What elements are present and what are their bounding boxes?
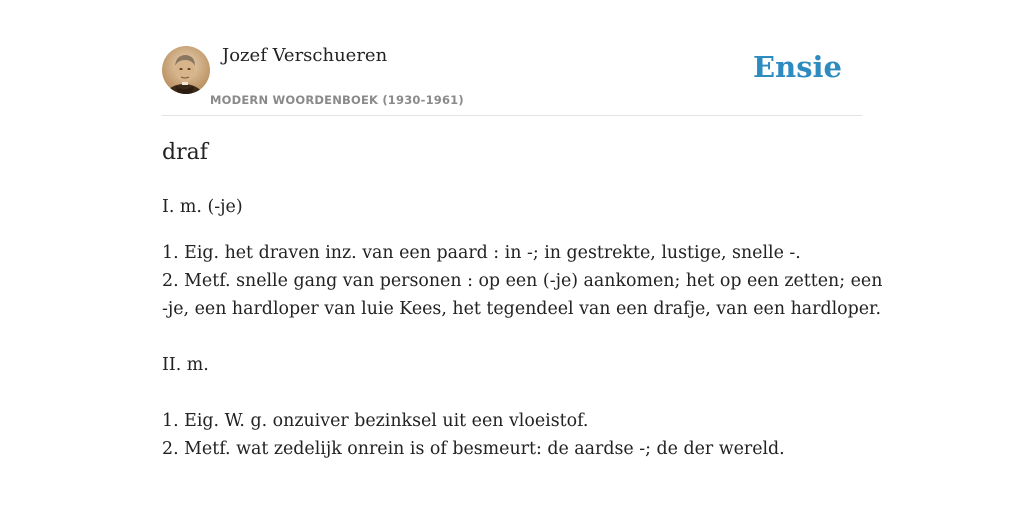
brand-logo[interactable]: Ensie [753, 50, 842, 84]
section-heading-text: I. m. (-je) [162, 197, 243, 217]
section-heading-text: II. m. [162, 355, 209, 375]
definition-line: 2. Metf. snelle gang van personen : op een (-je) aankomen; het op een zetten; een [162, 271, 883, 291]
definition-line: -je, een hardloper van luie Kees, het tegendeel van een drafje, van een hardloper. [162, 299, 881, 319]
section-heading [162, 193, 872, 221]
section-definitions [162, 407, 872, 463]
source-title[interactable]: MODERN WOORDENBOEK (1930-1961) [210, 93, 464, 107]
author-name[interactable]: Jozef Verschueren [222, 45, 388, 66]
header-divider [162, 115, 862, 116]
definition-line: 1. Eig. het draven inz. van een paard : in -; in gestrekte, lustige, snelle -. [162, 243, 801, 263]
author-avatar[interactable] [162, 46, 210, 94]
entry-headword: draf [162, 140, 208, 165]
definition-line: 2. Metf. wat zedelijk onrein is of besmeurt: de aardse -; de der wereld. [162, 439, 785, 459]
definition-line: 1. Eig. W. g. onzuiver bezinksel uit een vloeistof. [162, 411, 589, 431]
section-definitions [162, 239, 883, 323]
section-heading [162, 351, 872, 379]
author-portrait-icon [162, 46, 210, 94]
